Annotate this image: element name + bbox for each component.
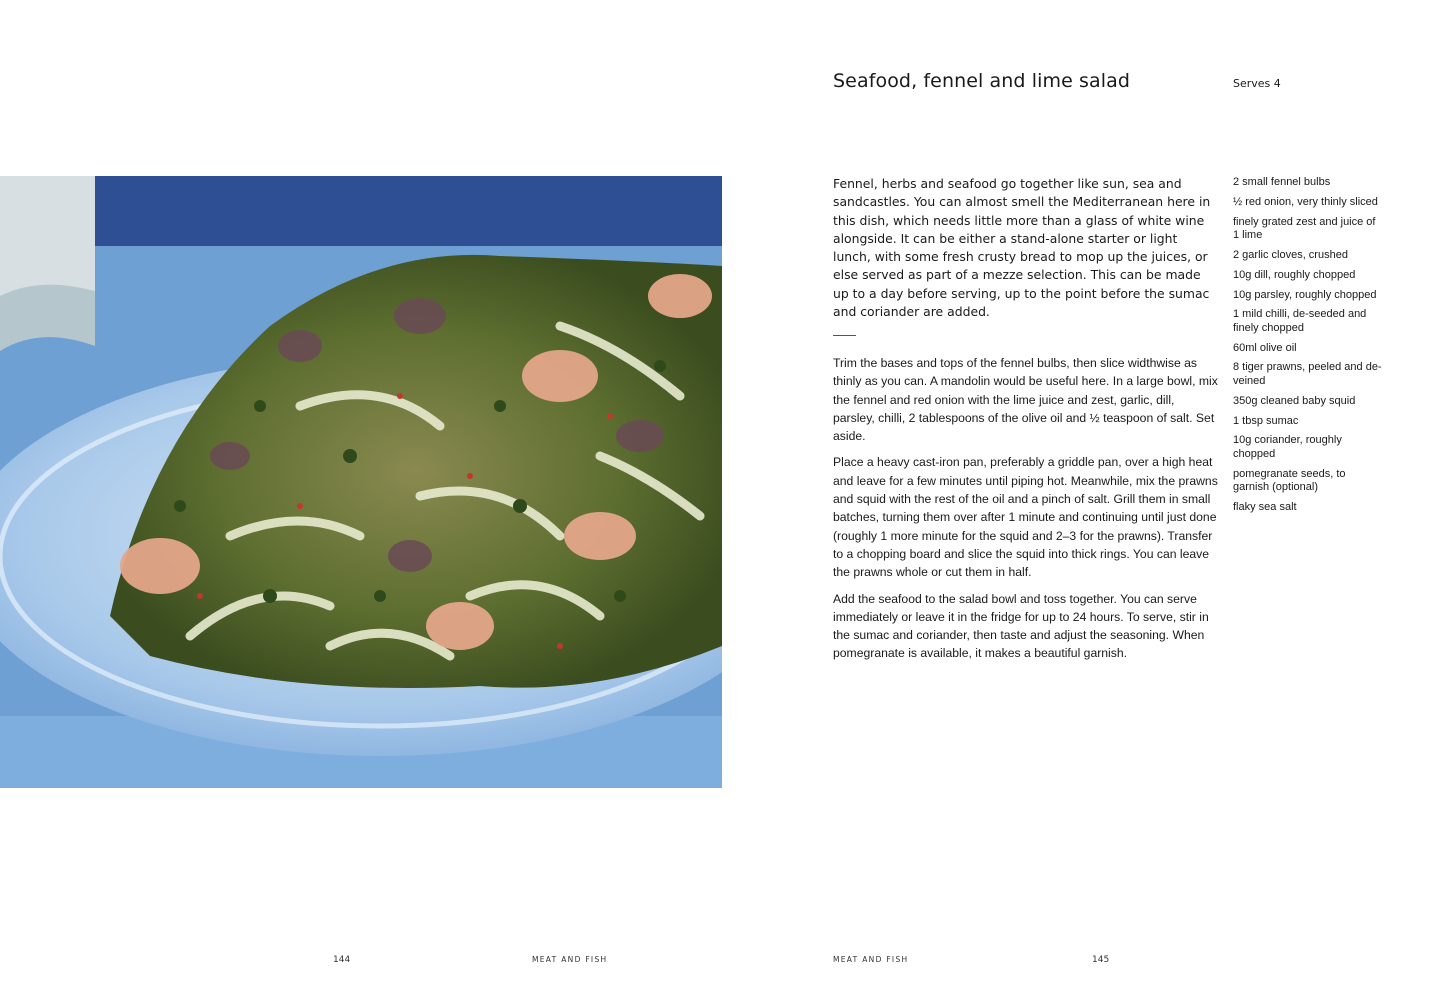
method-step: Add the seafood to the salad bowl and toss together. You can serve immediately or leave it in the fridge for up to 24 hours. To serve, stir in the sumac and coriander, then taste and adjust the seasoning. When pomegranate is available, it makes a beautiful garnish.: [833, 591, 1209, 661]
ingredient-item: 1 tbsp sumac: [1233, 414, 1299, 427]
method-step: Place a heavy cast-iron pan, preferably a griddle pan, over a high heat and leave for a few minutes until piping hot. Meanwhile, mix the prawns and squid with the rest of the oil and a pinch of salt. Grill them in small batches, turning them over after 1 minute and continuing until just done (roughly 1 more minute for the squid and 2–3 for the prawns). Transfer to a chopping board and slice the squid into thick rings. You can leave the prawns whole or cut them in half.: [833, 455, 1218, 580]
recipe-title: Seafood, fennel and lime salad: [833, 70, 1131, 92]
left-page-number: 144: [333, 955, 351, 965]
recipe-intro: Fennel, herbs and seafood go together like sun, sea and sandcastles. You can almost smell the Mediterranean here in this dish, which needs little more than a glass of white wine alongside. It can be either a stand-alone starter or light lunch, with some fresh crusty bread to mop up the juices, or else served as part of a mezze selection. This can be made up to a day before serving, up to the point before the sumac and coriander are added.: [833, 176, 1211, 320]
ingredient-item: 10g coriander, roughly chopped: [1233, 434, 1342, 460]
right-page-number: 145: [1092, 955, 1110, 965]
ingredient-item: 2 garlic cloves, crushed: [1233, 248, 1348, 261]
left-running-footer: MEAT AND FISH: [532, 955, 608, 964]
ingredient-item: finely grated zest and juice of 1 lime: [1233, 215, 1376, 242]
ingredient-item: 60ml olive oil: [1233, 341, 1297, 354]
ingredient-item: 10g dill, roughly chopped: [1233, 268, 1356, 281]
ingredients-list: [1233, 176, 1383, 521]
ingredient-item: 350g cleaned baby squid: [1233, 394, 1356, 407]
serves-label: Serves 4: [1233, 77, 1281, 90]
ingredient-item: 8 tiger prawns, peeled and de-veined: [1233, 361, 1382, 388]
ingredient-item: 10g parsley, roughly chopped: [1233, 288, 1377, 301]
ingredient-item: 2 small fennel bulbs: [1233, 176, 1331, 188]
method-step: Trim the bases and tops of the fennel bulbs, then slice widthwise as thinly as you can. A mandolin would be useful here. In a large bowl, mix the fennel and red onion with the lime juice and zest, garlic, dill, parsley, chilli, 2 tablespoons of the olive oil and ½ teaspoon of salt. Set aside.: [833, 356, 1218, 444]
right-running-footer: MEAT AND FISH: [833, 955, 909, 964]
ingredient-item: flaky sea salt: [1233, 501, 1297, 514]
dish-photo: [0, 176, 722, 788]
method-steps: [833, 354, 1218, 671]
ingredient-item: pomegranate seeds, to garnish (optional): [1233, 467, 1346, 494]
ingredient-item: ½ red onion, very thinly sliced: [1233, 195, 1378, 208]
ingredient-item: 1 mild chilli, de-seeded and finely chopped: [1233, 308, 1367, 334]
section-divider: [833, 335, 856, 336]
